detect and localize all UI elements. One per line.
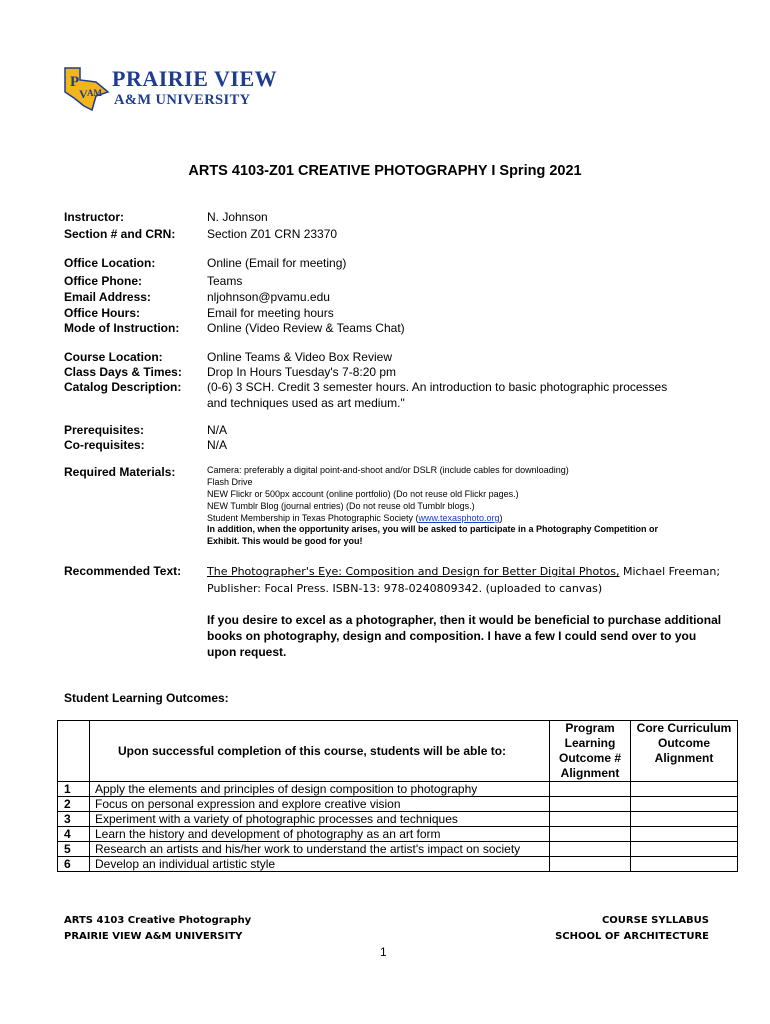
- catalog-line1: (0-6) 3 SCH. Credit 3 semester hours. An introduction to basic photographic processes: [207, 380, 668, 394]
- class-days-value: Drop In Hours Tuesday's 7-8:20 pm: [207, 365, 397, 379]
- row-plo: [550, 857, 631, 872]
- row-number: 2: [58, 797, 90, 812]
- office-location-label: Office Location:: [64, 256, 156, 270]
- section-value: Section Z01 CRN 23370: [207, 227, 338, 241]
- material-item: Camera: preferably a digital point-and-shoot and/or DSLR (include cables for downloading): [207, 465, 569, 475]
- prereq-label: Prerequisites:: [64, 423, 145, 437]
- membership-close: ): [499, 513, 503, 523]
- row-core: [631, 857, 738, 872]
- slo-header-row: [58, 721, 738, 782]
- recommended-text-line2: Publisher: Focal Press. ISBN-13: 978-0240809342. (uploaded to canvas): [207, 582, 603, 595]
- office-phone-value: Teams: [207, 274, 243, 288]
- membership-line: [207, 513, 503, 523]
- materials-note-line1: In addition, when the opportunity arises, you will be asked to participate in a Photography Competition or: [207, 524, 659, 534]
- membership-text: Student Membership in Texas Photographic Society (: [207, 513, 419, 523]
- advice-paragraph: If you desire to excel as a photographer, then it would be beneficial to purchase additional books on photography, design and composition. I have a few I could send over to you upon request.: [207, 613, 722, 659]
- instructor-value: N. Johnson: [207, 210, 268, 224]
- table-row: [58, 857, 738, 872]
- coreq-value: N/A: [207, 438, 228, 452]
- row-plo: [550, 797, 631, 812]
- slo-header-num: [58, 721, 90, 782]
- slo-heading: Student Learning Outcomes:: [64, 691, 229, 705]
- row-core: [631, 842, 738, 857]
- table-row: [58, 812, 738, 827]
- pvamu-logo-icon: [62, 62, 112, 114]
- recommended-text-label: Recommended Text:: [64, 564, 182, 578]
- catalog-label: Catalog Description:: [64, 380, 182, 394]
- row-number: 3: [58, 812, 90, 827]
- recommended-text-line1: [207, 565, 720, 578]
- office-location-value: Online (Email for meeting): [207, 256, 347, 270]
- svg-text:V: V: [79, 87, 88, 101]
- slo-header-plo: Program Learning Outcome # Alignment: [550, 721, 631, 782]
- row-plo: [550, 842, 631, 857]
- material-item: NEW Flickr or 500px account (online portfolio) (Do not reuse old Flickr pages.): [207, 489, 519, 499]
- slo-table: [57, 720, 738, 872]
- row-core: [631, 827, 738, 842]
- table-row: [58, 797, 738, 812]
- row-plo: [550, 827, 631, 842]
- recommended-book-title: The Photographer's Eye: Composition and Design for Better Digital Photos,: [207, 565, 620, 578]
- instructor-label: Instructor:: [64, 210, 124, 224]
- row-core: [631, 797, 738, 812]
- table-row: [58, 842, 738, 857]
- svg-text:P: P: [70, 74, 80, 90]
- footer-university: PRAIRIE VIEW A&M UNIVERSITY: [64, 931, 243, 942]
- page-number: 1: [380, 945, 387, 959]
- email-label: Email Address:: [64, 290, 151, 304]
- row-number: 6: [58, 857, 90, 872]
- material-item: NEW Tumblr Blog (journal entries) (Do not reuse old Tumblr blogs.): [207, 501, 475, 511]
- office-hours-label: Office Hours:: [64, 306, 141, 320]
- material-item: Flash Drive: [207, 477, 253, 487]
- slo-header-desc: Upon successful completion of this course, students will be able to:: [90, 721, 550, 782]
- materials-label: Required Materials:: [64, 465, 176, 479]
- row-outcome: Apply the elements and principles of design composition to photography: [90, 782, 550, 797]
- course-title: ARTS 4103-Z01 CREATIVE PHOTOGRAPHY I Spring 2021: [188, 163, 582, 179]
- row-core: [631, 782, 738, 797]
- svg-text:AM: AM: [87, 88, 102, 98]
- university-logo: [62, 62, 278, 112]
- row-outcome: Develop an individual artistic style: [90, 857, 550, 872]
- mode-value: Online (Video Review & Teams Chat): [207, 321, 405, 335]
- footer-course: ARTS 4103 Creative Photography: [64, 915, 252, 926]
- row-plo: [550, 812, 631, 827]
- row-plo: [550, 782, 631, 797]
- slo-header-core: Core Curriculum Outcome Alignment: [631, 721, 738, 782]
- row-number: 5: [58, 842, 90, 857]
- row-outcome: Learn the history and development of photography as an art form: [90, 827, 550, 842]
- office-phone-label: Office Phone:: [64, 274, 143, 288]
- section-label: Section # and CRN:: [64, 227, 176, 241]
- texasphoto-link[interactable]: www.texasphoto.org: [418, 513, 500, 523]
- recommended-book-author: Michael Freeman;: [619, 565, 721, 578]
- row-outcome: Experiment with a variety of photographic processes and techniques: [90, 812, 550, 827]
- table-row: [58, 827, 738, 842]
- row-number: 4: [58, 827, 90, 842]
- row-number: 1: [58, 782, 90, 797]
- course-location-label: Course Location:: [64, 350, 163, 364]
- footer-school: SCHOOL OF ARCHITECTURE: [555, 931, 709, 942]
- logo-wordmark-line1: PRAIRIE VIEW: [112, 66, 278, 91]
- footer-doc-type: COURSE SYLLABUS: [601, 915, 709, 926]
- email-value: nljohnson@pvamu.edu: [207, 290, 330, 304]
- materials-note-line2: Exhibit. This would be good for you!: [207, 536, 363, 546]
- logo-wordmark-line2: A&M UNIVERSITY: [114, 92, 251, 108]
- class-days-label: Class Days & Times:: [64, 365, 182, 379]
- office-hours-value: Email for meeting hours: [207, 306, 334, 320]
- course-location-value: Online Teams & Video Box Review: [207, 350, 392, 364]
- catalog-line2: and techniques used as art medium.": [207, 396, 405, 410]
- row-core: [631, 812, 738, 827]
- row-outcome: Research an artists and his/her work to understand the artist's impact on society: [90, 842, 550, 857]
- row-outcome: Focus on personal expression and explore creative vision: [90, 797, 550, 812]
- mode-label: Mode of Instruction:: [64, 321, 180, 335]
- coreq-label: Co-requisites:: [64, 438, 145, 452]
- prereq-value: N/A: [207, 423, 228, 437]
- table-row: [58, 782, 738, 797]
